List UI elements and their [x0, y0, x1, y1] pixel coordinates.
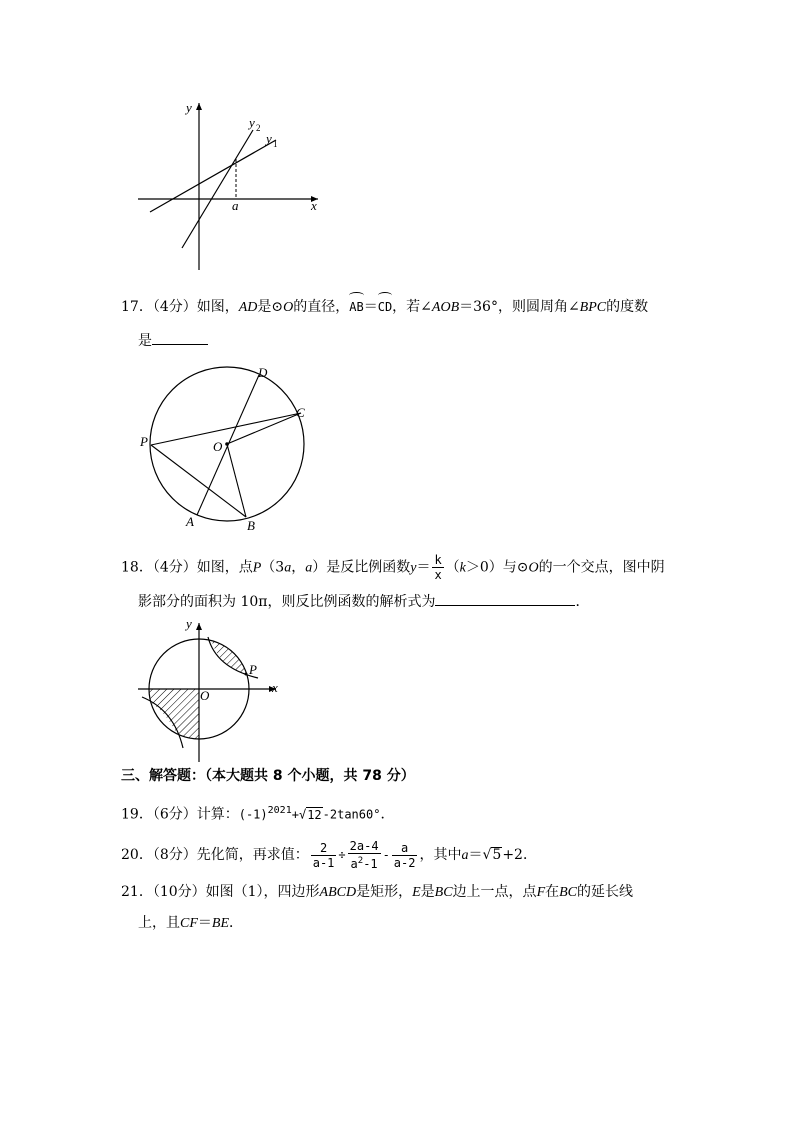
question-17-line-1: 17．（4分）如图，AD是⊙O的直径，AB＝CD，若∠AOB＝36°，则圆周角∠BPC的度数: [121, 299, 649, 315]
label-P: P: [249, 662, 257, 677]
fraction-k-over-x: $\frac{k}{x}$: [434, 553, 442, 582]
question-18-line-2: 影部分的面积为 10π，则反比例函数的解析式为 ．: [138, 594, 590, 610]
shaded-region-upper: [212, 642, 249, 674]
arc-ab: AB: [349, 297, 363, 317]
arc-cd: CD: [378, 297, 392, 317]
question-21-line-2: 上，且CF＝BE．: [138, 915, 243, 931]
fraction-a-over-a-minus-2: $\frac{a}{a-2}$: [393, 840, 416, 870]
label-y: y: [186, 616, 192, 631]
label-O: O: [213, 439, 223, 454]
question-19: 19．（6分）计算：$(-1)^{2021}+√12-2\tan 60^\circ$．: [121, 805, 395, 823]
y1-subscript: 1: [273, 139, 278, 149]
sqrt-12: 12: [307, 807, 322, 822]
label-O: O: [200, 688, 210, 703]
label-x: x: [272, 680, 278, 695]
y-axis-arrow: [196, 623, 202, 630]
label-B: B: [247, 518, 255, 533]
x-axis-label: x: [311, 198, 317, 213]
y2-label: y: [249, 115, 255, 130]
sqrt-5: 5: [492, 847, 502, 863]
label-A: A: [186, 514, 194, 529]
question-17-line-2: 是: [138, 331, 208, 351]
section-3-heading: 三、解答题：（本大题共 8 个小题，共 78 分）: [121, 768, 415, 784]
label-D: D: [258, 365, 268, 380]
shaded-region-lower: [149, 689, 199, 745]
question-21-line-1: 21．（10分）如图（1），四边形ABCD是矩形，E是BC边上一点，点F在BC的延长线: [121, 884, 634, 900]
fraction-2a-4-over-a2-1: $\frac{2a-4}{a^2-1}$: [349, 839, 379, 871]
sqrt-sign: √: [482, 847, 492, 863]
question-18-line-1: 18．（4分）如图，点P（3a，a）是反比例函数y＝ $\frac{k}{x}$ （k＞0）与⊙O的一个交点，图中阴: [121, 553, 665, 582]
fraction-2-over-a-minus-1: $\frac{2}{a-1}$: [312, 840, 335, 870]
y2-subscript: 2: [256, 123, 261, 133]
label-P: P: [140, 434, 148, 449]
sqrt-sign: √: [298, 807, 307, 822]
question-20: 20．（8分）先化简，再求值： $\frac{2}{a-1}$ ÷ $\frac{2a-4}{a^2-1}$ - $\frac{a}{a-2}$ ，其中a＝√5+2．: [121, 839, 537, 871]
label-C: C: [296, 405, 305, 420]
y1-label: y: [266, 131, 272, 146]
a-label: a: [232, 198, 239, 213]
y-axis-label: y: [186, 100, 192, 115]
point-p: [245, 673, 248, 676]
